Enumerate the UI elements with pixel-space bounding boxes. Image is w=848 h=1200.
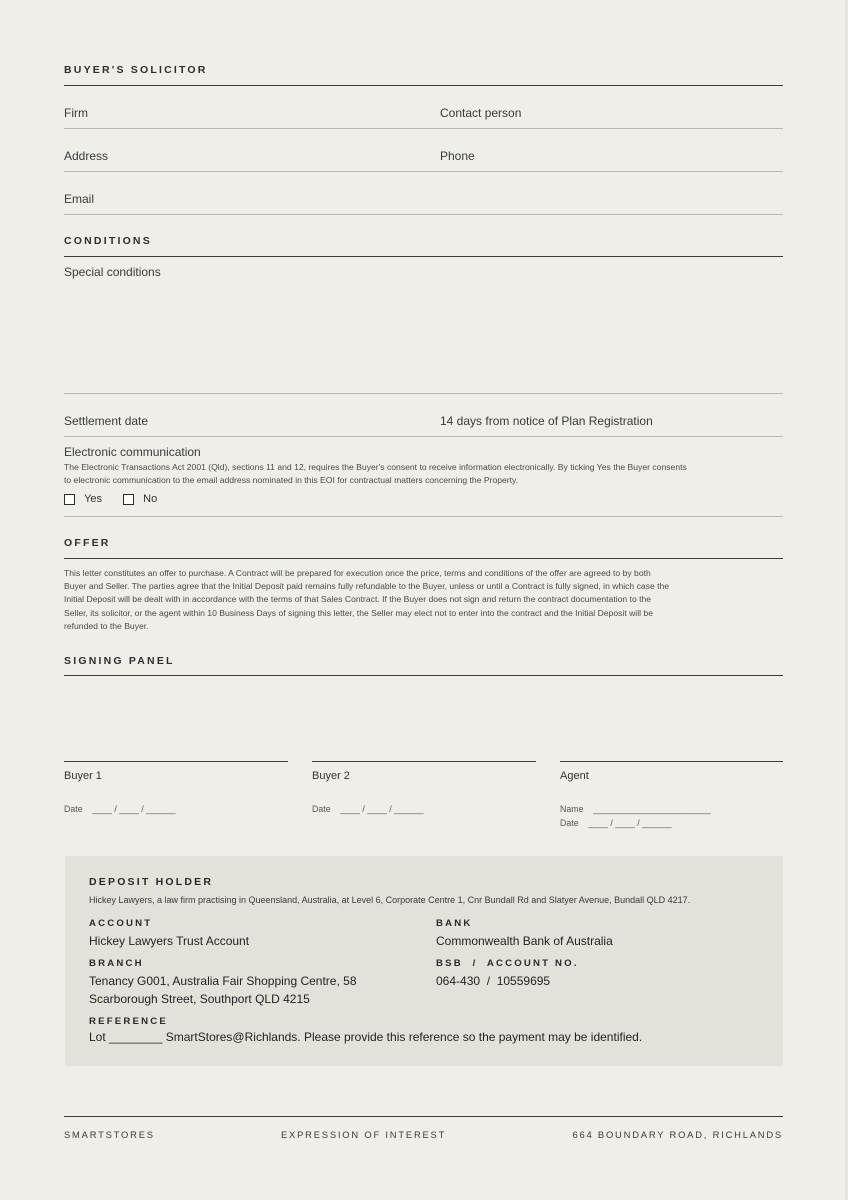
email-label: Email [64,192,95,206]
deposit-holder-intro: Hickey Lawyers, a law firm practising in Queensland, Australia, at Level 6, Corporate Centre 1, Cnr Bundall Rd and Slatyer Avenue, Bundall QLD 4217. [89,895,691,905]
deposit-holder-heading: DEPOSIT HOLDER [89,876,214,888]
consent-options [64,493,157,505]
offer-line: Seller, its solicitor, or the agent within 10 Business Days of signing this letter, the Seller may elect not to enter into the contract and the Initial Deposit will be [64,607,653,618]
yes-checkbox[interactable] [64,494,75,505]
no-label: No [143,493,158,505]
bank-value: Commonwealth Bank of Australia [436,934,613,948]
agent-signature-line[interactable] [560,761,783,762]
signing-panel-heading: SIGNING PANEL [64,655,175,667]
buyer2-date[interactable]: Date ____ / ____ / ______ [312,804,424,814]
firm-label: Firm [64,106,88,120]
branch-label: BRANCH [89,958,144,969]
phone-label: Phone [440,149,475,163]
footer-brand: SMARTSTORES [64,1129,155,1140]
agent-label: Agent [560,770,589,782]
settlement-field-line [64,436,783,437]
account-value: Hickey Lawyers Trust Account [89,934,250,948]
offer-line: This letter constitutes an offer to purchase. A Contract will be prepared for execution once the price, terms and conditions of the offer are agreed to by both [64,568,651,578]
buyer1-date[interactable]: Date ____ / ____ / ______ [64,804,176,814]
buyers-solicitor-heading: BUYER'S SOLICITOR [64,64,208,76]
offer-text [64,567,789,633]
bsb-account-label: BSB / ACCOUNT NO. [436,958,579,969]
branch-line: Tenancy G001, Australia Fair Shopping Centre, 58 [89,974,357,988]
buyer2-signature-line[interactable] [312,761,536,762]
electronic-text-line: to electronic communication to the email address nominated in this EOI for contractual matters concerning the Property. [64,475,519,486]
electronic-communication-label: Electronic communication [64,445,201,459]
bank-label: BANK [436,918,473,929]
offer-line: Initial Deposit will be dealt with in accordance with the terms of that Sales Contract. If the Buyer does not sign and return the contract documentation to the [64,594,652,605]
conditions-heading: CONDITIONS [64,235,152,247]
offer-heading: OFFER [64,537,111,549]
footer-document-title: EXPRESSION OF INTEREST [281,1129,447,1140]
reference-value: Lot ________ SmartStores@Richlands. Please provide this reference so the payment may be identified. [89,1030,643,1044]
electronic-communication-text [64,461,789,487]
section-rule [64,675,783,676]
contact-person-label: Contact person [440,106,522,120]
bsb-account-value: 064-430 / 10559695 [436,974,551,988]
buyer2-label: Buyer 2 [312,770,350,782]
electronic-text-line: The Electronic Transactions Act 2001 (Qld), sections 11 and 12, requires the Buyer's consent to receive information electronically. By ticking Yes the Buyer consents [64,462,687,472]
consent-rule [64,516,783,517]
no-checkbox[interactable] [123,494,134,505]
agent-name[interactable]: Name ________________________ [560,804,711,814]
account-label: ACCOUNT [89,918,153,929]
email-field-line[interactable] [64,214,783,215]
yes-label: Yes [84,493,103,505]
section-rule [64,85,783,86]
special-conditions-label: Special conditions [64,265,161,279]
reference-label: REFERENCE [89,1016,168,1027]
address-label: Address [64,149,109,163]
agent-date[interactable]: Date ____ / ____ / ______ [560,818,672,828]
branch-value [89,972,357,1008]
firm-field-line[interactable] [64,128,783,129]
section-rule [64,256,783,257]
offer-line: refunded to the Buyer. [64,620,149,631]
buyer1-signature-line[interactable] [64,761,288,762]
settlement-date-value: 14 days from notice of Plan Registration [440,414,653,428]
deposit-holder-panel [65,856,783,1066]
address-field-line[interactable] [64,171,783,172]
settlement-date-label: Settlement date [64,414,149,428]
special-conditions-field-line[interactable] [64,393,783,394]
offer-line: Buyer and Seller. The parties agree that the Initial Deposit paid remains fully refundable to the Buyer, unless or until a Contract is fully signed, in which case the [64,581,670,592]
branch-line: Scarborough Street, Southport QLD 4215 [89,992,310,1006]
footer-rule [64,1116,783,1117]
footer-address: 664 BOUNDARY ROAD, RICHLANDS [572,1129,783,1140]
buyer1-label: Buyer 1 [64,770,102,782]
section-rule [64,558,783,559]
